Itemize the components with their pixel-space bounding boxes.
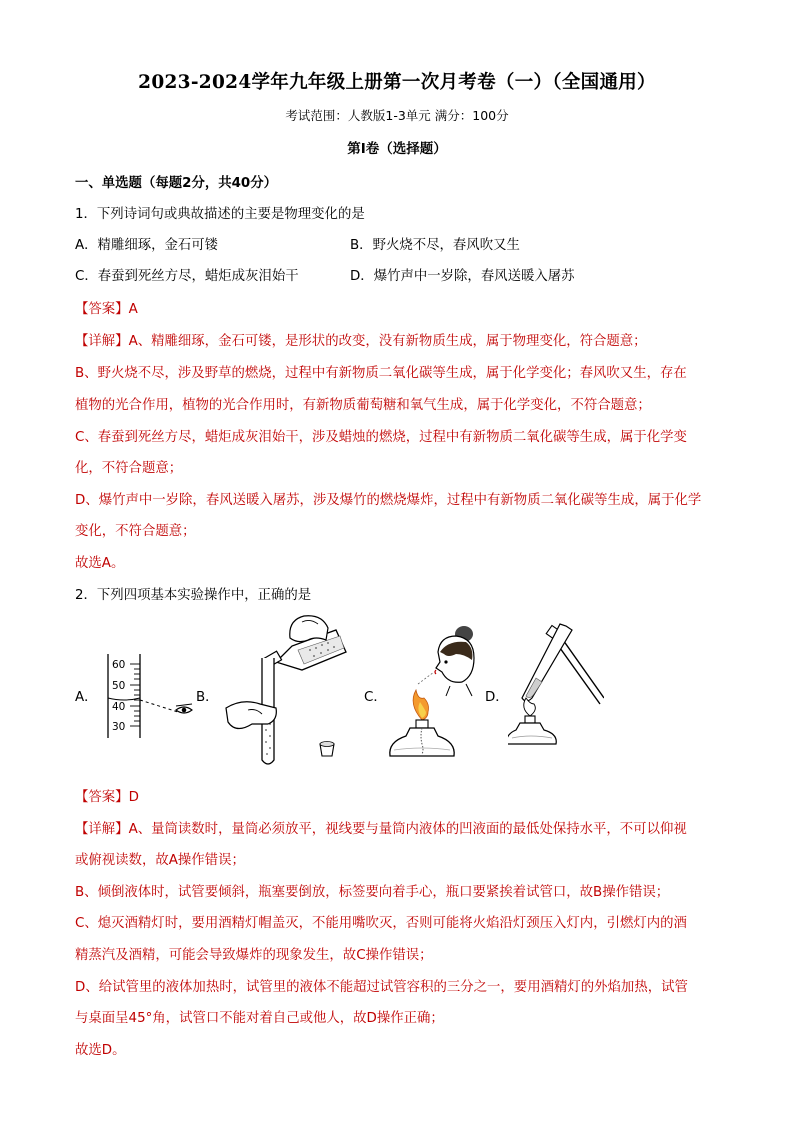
detail-tag: 【详解】 (75, 334, 129, 349)
answer-tag: 【答案】 (75, 302, 129, 317)
q2-option-c-label: C． (364, 690, 387, 705)
q1-option-c: C．春蚕到死丝方尽，蜡炬成灰泪始干 (75, 269, 299, 284)
volume-heading: 第Ⅰ卷（选择题） (347, 141, 447, 157)
q1-option-a: A．精雕细琢，金石可镂 (75, 238, 219, 253)
q2-detail-line: 或俯视读数，故A操作错误； (75, 853, 245, 868)
graduated-cylinder-figure (100, 652, 196, 740)
q2-option-b-label: B． (196, 690, 219, 705)
q2-detail-line: 与桌面呈45°角，试管口不能对着自己或他人，故D操作正确； (75, 1011, 444, 1026)
cylinder-tick-label: 30 (112, 721, 126, 733)
answer-value: A (128, 302, 138, 317)
heating-test-tube-figure (508, 620, 604, 746)
q2-detail-line: 故选D。 (75, 1043, 126, 1058)
q1-option-d: D．爆竹声中一岁除，春风送暖入屠苏 (350, 269, 575, 284)
q2-option-d-label: D． (485, 690, 509, 705)
detail-tag: 【详解】 (75, 822, 129, 837)
detail-text: A、精雕细琢，金石可镂，是形状的改变，没有新物质生成，属于物理变化，符合题意； (128, 334, 647, 349)
detail-text: A、量筒读数时，量筒必须放平，视线要与量筒内液体的凹液面的最低处保持水平，不可以仰视 (128, 822, 687, 837)
q1-detail-line: B、野火烧不尽，涉及野草的燃烧，过程中有新物质二氧化碳等生成，属于化学变化；春风吹又生，存在 (75, 366, 687, 381)
alcohol-lamp-blowing-figure (386, 624, 482, 762)
cylinder-tick-label: 60 (112, 659, 126, 671)
q2-detail-line: C、熄灭酒精灯时，要用酒精灯帽盖灭，不能用嘴吹灭，否则可能将火焰沿灯颈压入灯内，引燃灯内的酒 (75, 916, 687, 931)
answer-value: D (128, 790, 139, 805)
eye-icon (176, 704, 192, 713)
cylinder-tick-label: 40 (112, 701, 126, 713)
q2-detail-line (75, 818, 687, 837)
q1-detail-line: 植物的光合作用，植物的光合作用时，有新物质葡萄糖和氧气生成，属于化学变化，不符合题意； (75, 398, 651, 413)
q2-detail-line: 精蒸汽及酒精，可能会导致爆炸的现象发生，故C操作错误； (75, 948, 433, 963)
person-head-icon (435, 626, 474, 696)
section-heading: 一、单选题（每题2分，共40分） (75, 176, 278, 191)
q1-detail-line: C、春蚕到死丝方尽，蜡炬成灰泪始干，涉及蜡烛的燃烧，过程中有新物质二氧化碳等生成，属于化学变 (75, 430, 687, 445)
cylinder-tick-label: 50 (112, 680, 126, 692)
alcohol-lamp-icon (508, 716, 556, 744)
q1-answer (75, 298, 138, 317)
q2-stem: 2．下列四项基本实验操作中，正确的是 (75, 588, 312, 603)
test-tube-icon (522, 624, 572, 701)
q1-detail-line: 变化，不符合题意； (75, 524, 196, 539)
q1-detail-line: 化，不符合题意； (75, 461, 183, 476)
answer-tag: 【答案】 (75, 790, 129, 805)
q1-stem: 1．下列诗词句或典故描述的主要是物理变化的是 (75, 207, 365, 222)
q1-option-b: B．野火烧不尽，春风吹又生 (350, 238, 520, 253)
q1-detail-line (75, 330, 647, 349)
q2-detail-line: D、给试管里的液体加热时，试管里的液体不能超过试管容积的三分之一，要用酒精灯的外焰加热，试管 (75, 980, 688, 995)
alcohol-lamp-icon (390, 720, 454, 756)
q2-answer (75, 786, 139, 805)
q1-detail-line: D、爆竹声中一岁除，春风送暖入屠苏，涉及爆竹的燃烧爆炸，过程中有新物质二氧化碳等生成，属于化学 (75, 493, 702, 508)
hand-icon (290, 616, 328, 642)
page-title: 2023-2024学年九年级上册第一次月考卷（一）（全国通用） (138, 72, 656, 93)
pouring-liquid-figure (218, 610, 368, 770)
q1-detail-line: 故选A。 (75, 556, 125, 571)
exam-scope: 考试范围：人教版1-3单元 满分：100分 (285, 108, 509, 123)
stopper-icon (320, 742, 334, 757)
q2-option-a-label: A． (75, 690, 98, 705)
q2-detail-line: B、倾倒液体时，试管要倾斜，瓶塞要倒放，标签要向着手心，瓶口要紧挨着试管口，故B操作错误； (75, 885, 670, 900)
flame-icon (413, 690, 428, 720)
